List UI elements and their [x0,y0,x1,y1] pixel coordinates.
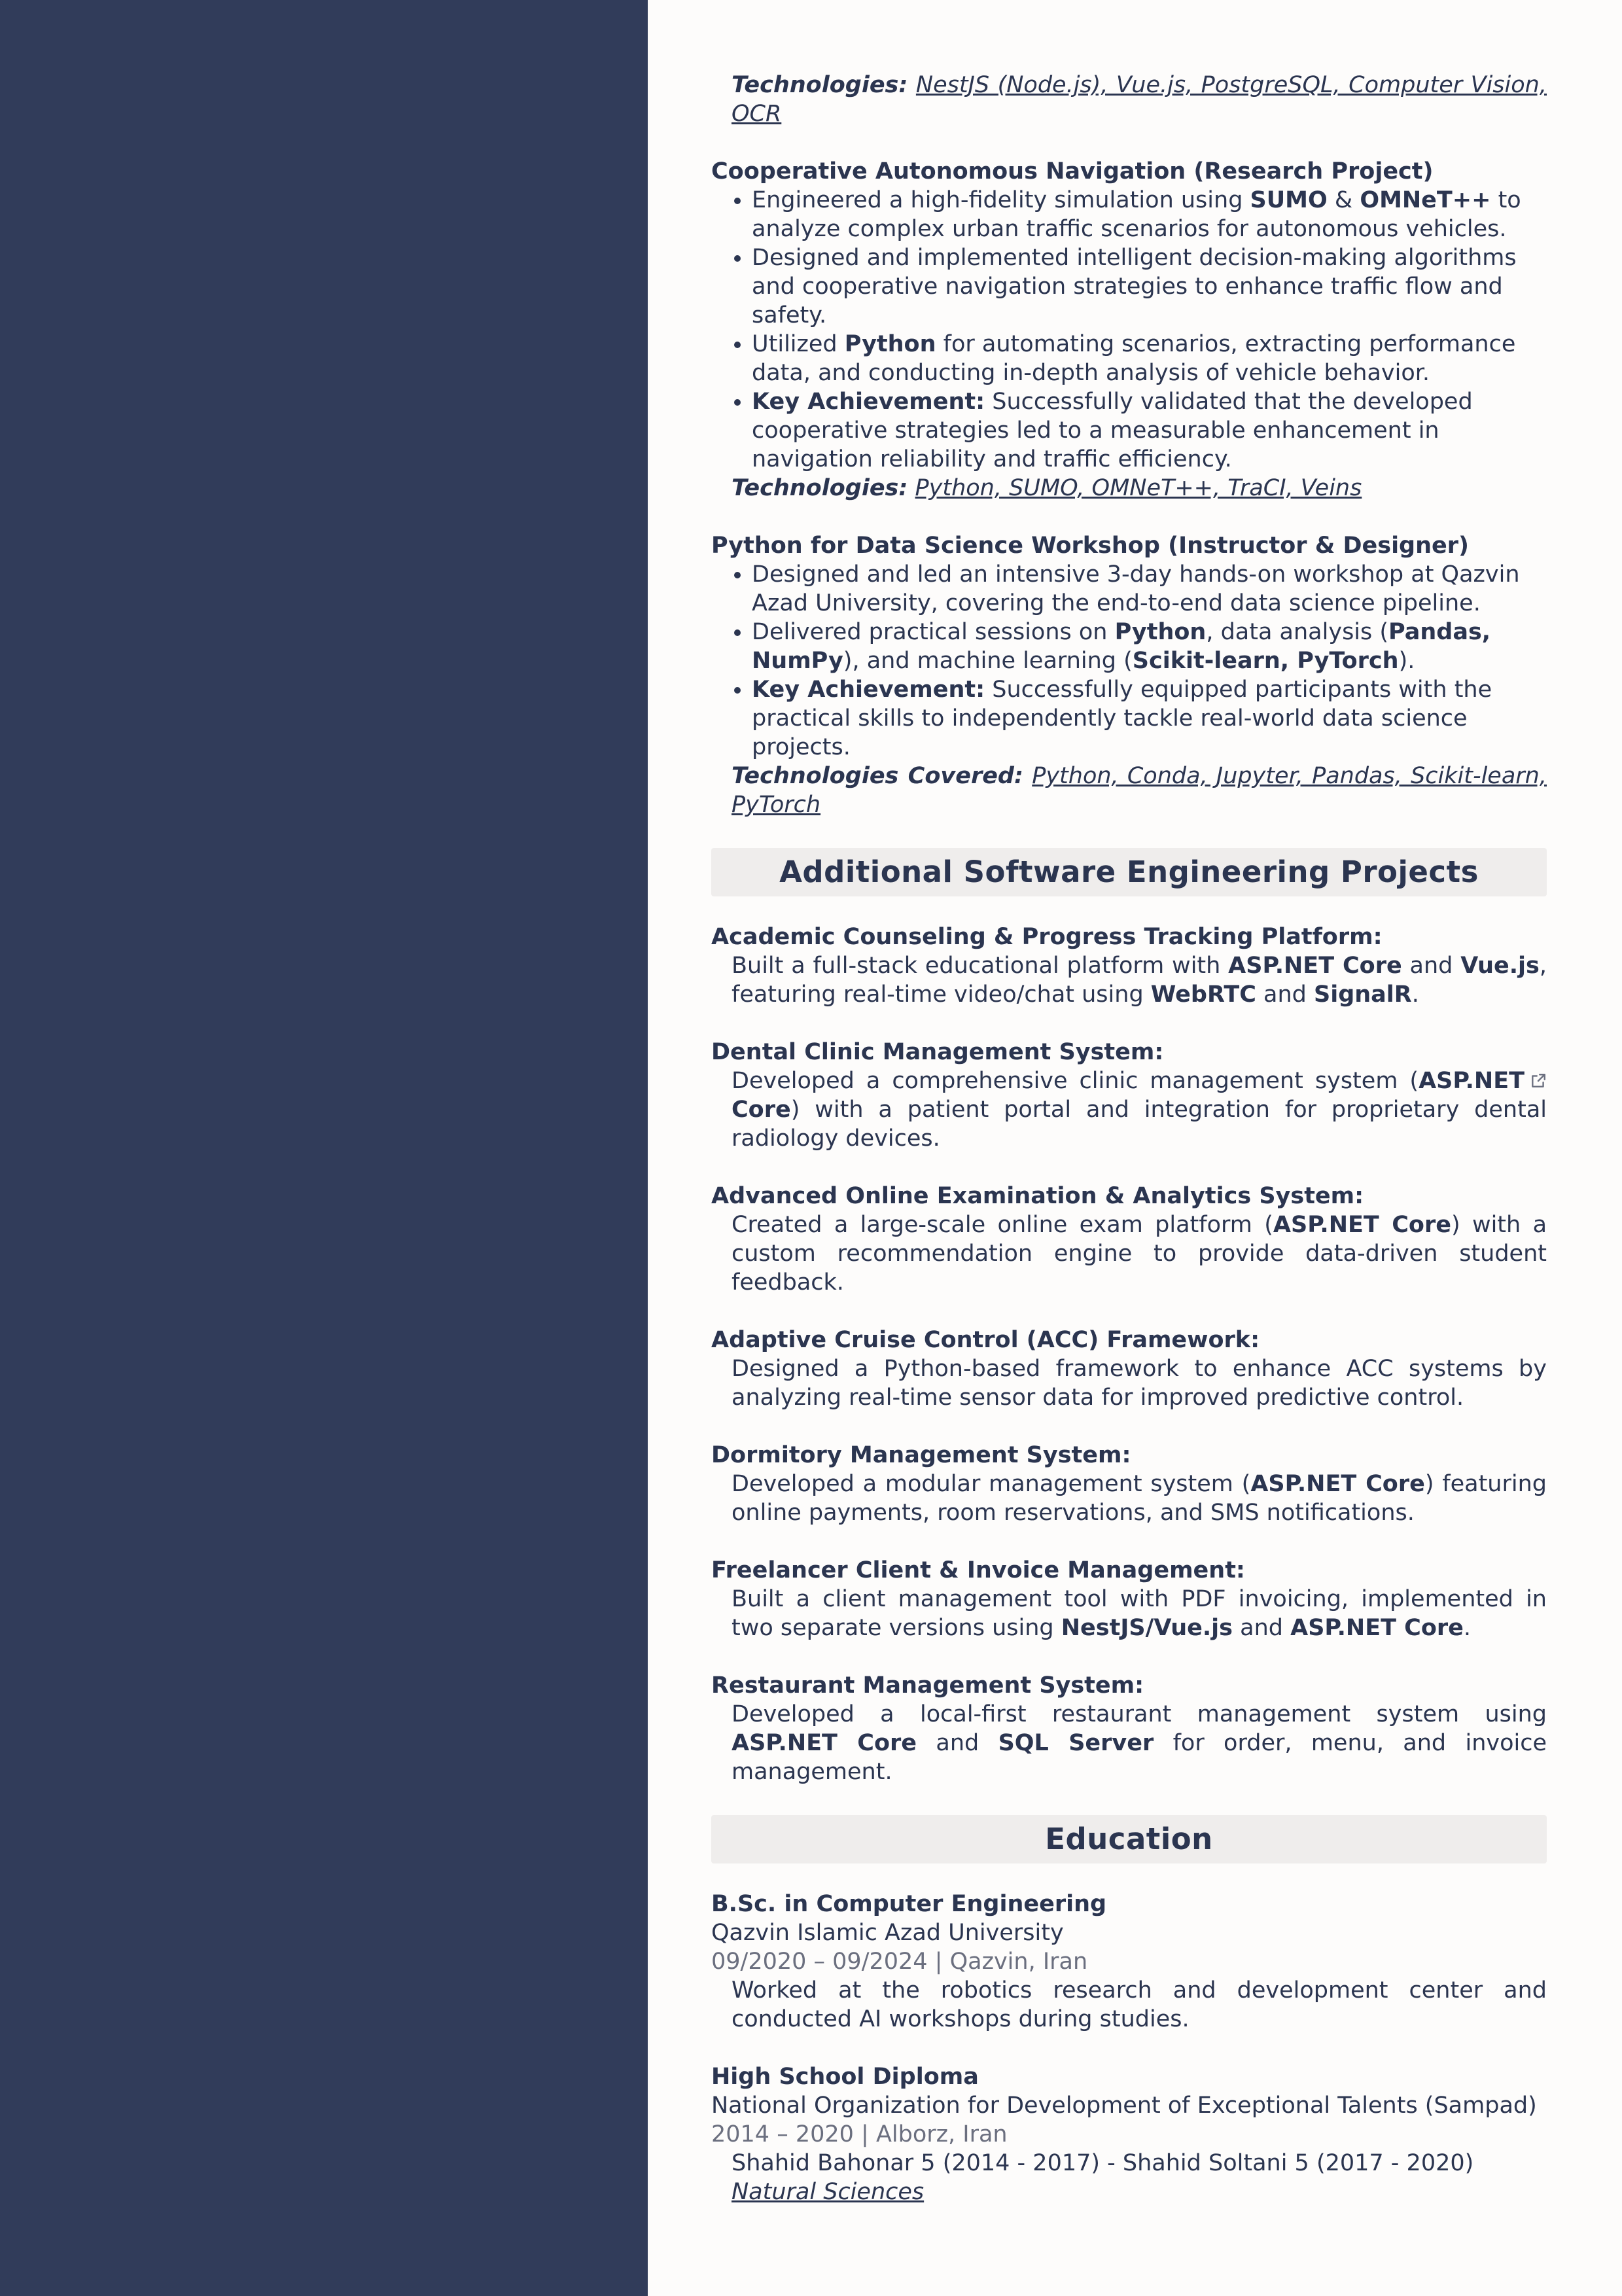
bullet-item: • Key Achievement: Successfully equipped participants with the practical skills to independently tackle real-world data science projects. [752,675,1547,762]
bullet-item: • Designed and led an intensive 3-day hands-on workshop at Qazvin Azad University, covering the end-to-end data science pipeline. [752,560,1547,618]
education-dates: 09/2020 – 09/2024 | Qazvin, Iran [711,1949,1088,1975]
degree: High School Diploma [711,2064,979,2090]
bullet-item: • Designed and implemented intelligent decision-making algorithms and cooperative navigation strategies to enhance traffic flow and safety. [752,243,1547,330]
additional-project-item [711,1182,1547,1297]
bullet-item: • Key Achievement: Successfully validated that the developed cooperative strategies led to a measurable enhancement in navigation reliability and traffic efficiency. [752,387,1547,474]
project-cooperative-navigation [711,157,1547,503]
school: National Organization for Development of Exceptional Talents (Sampad) [711,2093,1537,2119]
project-title: Academic Counseling & Progress Tracking Platform: [711,924,1383,950]
additional-project-item [711,923,1547,1009]
project-title: Dental Clinic Management System: [711,1039,1164,1065]
tech-value[interactable]: Python, SUMO, OMNeT++, TraCI, Veins [915,475,1362,501]
education-item [711,1890,1547,2034]
project-description: Developed a comprehensive clinic management system (ASP.NET Core) with a patient portal and integration for proprietary dental radiology devices. [732,1068,1547,1152]
project-description: Designed a Python-based framework to enhance ACC systems by analyzing real-time sensor data for improved predictive control. [732,1356,1547,1411]
tech-label: Technologies: [732,475,908,501]
project-bullets [711,186,1547,474]
project-title: Restaurant Management System: [711,1672,1144,1699]
additional-project-item [711,1326,1547,1412]
additional-project-item [711,1038,1547,1153]
sidebar-panel [0,0,648,2296]
tech-line [711,762,1547,819]
tech-label: Technologies Covered: [732,763,1023,789]
bullet-item: • Utilized Python for automating scenarios, extracting performance data, and conducting in-depth analysis of vehicle behavior. [752,330,1547,387]
project-title: Adaptive Cruise Control (ACC) Framework: [711,1327,1260,1353]
additional-project-item [711,1671,1547,1786]
education-item [711,2062,1547,2206]
project-python-workshop [711,531,1547,819]
field-of-study: Natural Sciences [732,2179,925,2205]
tech-line [711,71,1547,128]
project-continued [711,71,1547,128]
section-header-education: Education [711,1815,1547,1863]
degree: B.Sc. in Computer Engineering [711,1891,1107,1917]
education-description: Shahid Bahonar 5 (2014 - 2017) - Shahid Soltani 5 (2017 - 2020) [732,2150,1474,2176]
resume-main-column [711,71,1547,2235]
external-link-icon[interactable] [1530,1072,1547,1089]
project-title: Cooperative Autonomous Navigation (Research Project) [711,158,1434,185]
tech-label: Technologies: [732,72,908,98]
additional-project-item [711,1556,1547,1642]
project-title: Dormitory Management System: [711,1442,1131,1468]
tech-value[interactable]: Python, Conda, Jupyter, Pandas, Scikit-learn, PyTorch [732,763,1547,818]
bullet-item: • Engineered a high-fidelity simulation using SUMO & OMNeT++ to analyze complex urban traffic scenarios for autonomous vehicles. [752,186,1547,243]
project-title: Freelancer Client & Invoice Management: [711,1557,1245,1583]
project-description: Built a full-stack educational platform with ASP.NET Core and Vue.js, featuring real-time video/chat using WebRTC and SignalR. [732,953,1547,1008]
project-description: Developed a local-first restaurant management system using ASP.NET Core and SQL Server for order, menu, and invoice management. [732,1701,1547,1785]
bullet-item: • Delivered practical sessions on Python, data analysis (Pandas, NumPy), and machine learning (Scikit-learn, PyTorch). [752,618,1547,675]
school: Qazvin Islamic Azad University [711,1920,1064,1946]
project-title: Advanced Online Examination & Analytics System: [711,1183,1364,1209]
project-description: Built a client management tool with PDF invoicing, implemented in two separate versions using NestJS/Vue.js and ASP.NET Core. [732,1586,1547,1641]
project-bullets [711,560,1547,762]
tech-value[interactable]: NestJS (Node.js), Vue.js, PostgreSQL, Computer Vision, OCR [732,72,1547,127]
additional-project-item [711,1441,1547,1527]
section-header-additional-projects: Additional Software Engineering Projects [711,848,1547,896]
project-description: Created a large-scale online exam platform (ASP.NET Core) with a custom recommendation engine to provide data-driven student feedback. [732,1212,1547,1296]
project-title: Python for Data Science Workshop (Instructor & Designer) [711,533,1470,559]
education-dates: 2014 – 2020 | Alborz, Iran [711,2121,1008,2147]
tech-line [711,474,1547,503]
project-description: Developed a modular management system (ASP.NET Core) featuring online payments, room reservations, and SMS notifications. [732,1471,1547,1526]
education-description: Worked at the robotics research and development center and conducted AI workshops during studies. [732,1977,1547,2032]
